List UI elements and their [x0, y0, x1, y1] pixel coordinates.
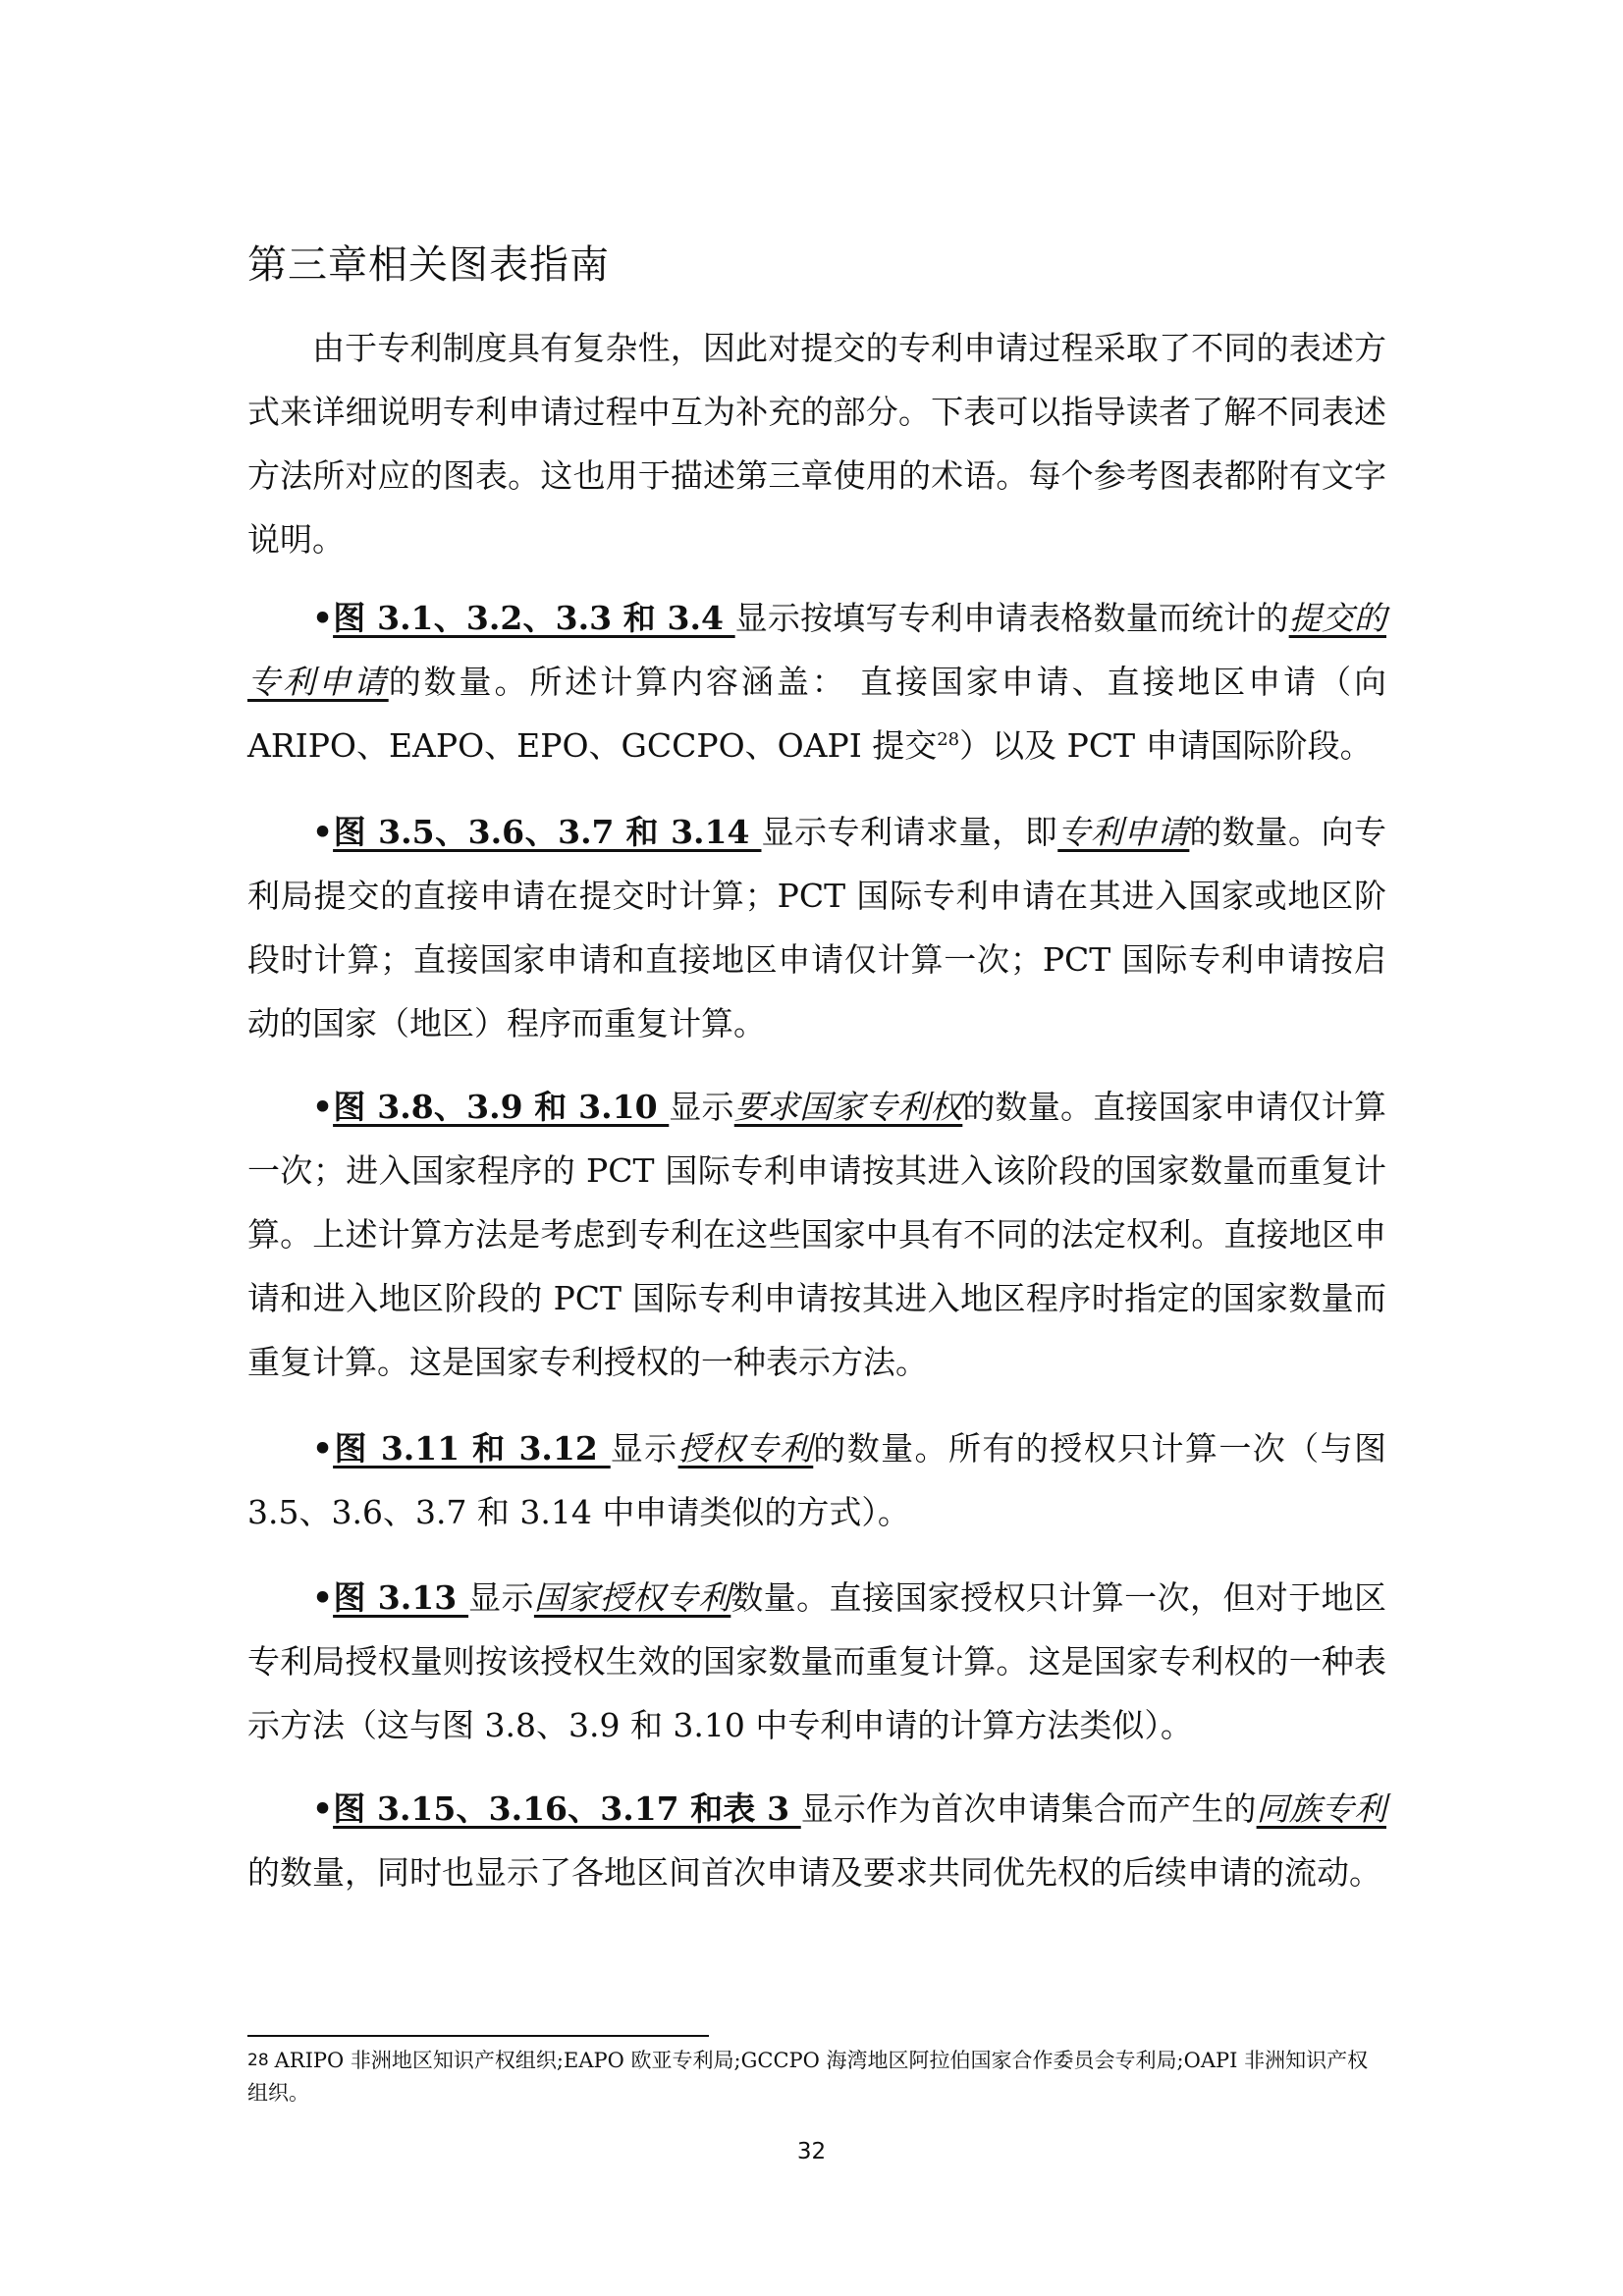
figure-reference: 图 3.8、3.9 和 3.10 [333, 1088, 670, 1126]
item-text: 显示作为首次申请集合而产生的 [800, 1789, 1257, 1828]
guide-item-figures-3-1-to-3-4 [247, 586, 1386, 777]
item-text: 的数量。所述计算内容涵盖： 直接国家申请、直接地区申请（向 ARIPO、EAPO、EPO、GCCPO、OAPI 提交 [247, 663, 1386, 765]
guide-item-figures-3-8-to-3-10 [247, 1075, 1386, 1394]
chapter-title: 第三章相关图表指南 [247, 242, 610, 288]
bullet: • [312, 599, 334, 637]
item-text: 的数量。所有的授权只计算一次（与图 3.5、3.6、3.7 和 3.14 中申请类似的方式）。 [247, 1429, 1387, 1531]
key-term: 国家授权专利 [533, 1578, 731, 1617]
bullet: • [312, 1789, 334, 1828]
item-text: ）以及 PCT 申请国际阶段。 [959, 726, 1373, 765]
item-text: 的数量，同时也显示了各地区间首次申请及要求共同优先权的后续申请的流动。 [247, 1853, 1381, 1892]
item-text: 的数量。向专利局提交的直接申请在提交时计算；PCT 国际专利申请在其进入国家或地区阶段时计算；直接国家申请和直接地区申请仅计算一次；PCT 国际专利申请按启动的国家（地区）程序而重复计算。 [247, 813, 1387, 1042]
item-text: 显示 [610, 1429, 678, 1468]
guide-item-figure-3-13 [247, 1566, 1386, 1757]
footnote-text: ARIPO 非洲地区知识产权组织;EAPO 欧亚专利局;GCCPO 海湾地区阿拉伯国家合作委员会专利局;OAPI 非洲知识产权组织。 [247, 2049, 1369, 2105]
item-text: 显示 [468, 1578, 534, 1617]
key-term: 要求国家专利权 [733, 1088, 963, 1126]
figure-reference: 图 3.15、3.16、3.17 和表 3 [333, 1789, 801, 1828]
item-text: 显示按填写专利申请表格数量而统计的 [734, 599, 1289, 637]
bullet: • [312, 1429, 334, 1468]
footnote-marker: 28 [937, 729, 960, 750]
figure-reference: 图 3.1、3.2、3.3 和 3.4 [333, 599, 735, 637]
figure-reference: 图 3.5、3.6、3.7 和 3.14 [333, 813, 762, 851]
bullet: • [312, 1088, 334, 1126]
item-text: 的数量。直接国家申请仅计算一次；进入国家程序的 PCT 国际专利申请按其进入该阶段的国家数量而重复计算。上述计算方法是考虑到专利在这些国家中具有不同的法定权利。直接地区申请和进入地区阶段的 PCT 国际专利申请按其进入地区程序时指定的国家数量而重复计算。这是国家专利授权的一种表示方法。 [247, 1088, 1387, 1381]
key-term: 同族专利 [1256, 1789, 1387, 1828]
guide-item-figures-3-15-to-table-3 [247, 1777, 1386, 1904]
footnote-number: 28 [247, 2051, 269, 2070]
guide-item-figures-3-5-to-3-14 [247, 800, 1386, 1055]
item-text: 数量。直接国家授权只计算一次，但对于地区专利局授权量则按该授权生效的国家数量而重复计算。这是国家专利权的一种表示方法（这与图 3.8、3.9 和 3.10 中专利申请的计算方法类似）。 [247, 1578, 1387, 1744]
bullet: • [312, 1578, 334, 1617]
intro-paragraph: 由于专利制度具有复杂性，因此对提交的专利申请过程采取了不同的表述方式来详细说明专利申请过程中互为补充的部分。下表可以指导读者了解不同表述方法所对应的图表。这也用于描述第三章使用的术语。每个参考图表都附有文字说明。 [247, 329, 1386, 559]
figure-reference: 图 3.13 [333, 1578, 469, 1617]
key-term: 授权专利 [677, 1429, 814, 1468]
page-number: 32 [796, 2139, 827, 2164]
item-text: 显示专利请求量，即 [761, 813, 1058, 851]
figure-reference: 图 3.11 和 3.12 [333, 1429, 611, 1468]
item-text: 显示 [669, 1088, 734, 1126]
key-term: 专利申请 [1057, 813, 1190, 851]
footnote [247, 2045, 1386, 2109]
guide-item-figures-3-11-3-12 [247, 1416, 1386, 1544]
footnote-divider [247, 2035, 709, 2037]
bullet: • [312, 813, 334, 851]
key-term: 提交的专利申请 [247, 599, 1387, 701]
